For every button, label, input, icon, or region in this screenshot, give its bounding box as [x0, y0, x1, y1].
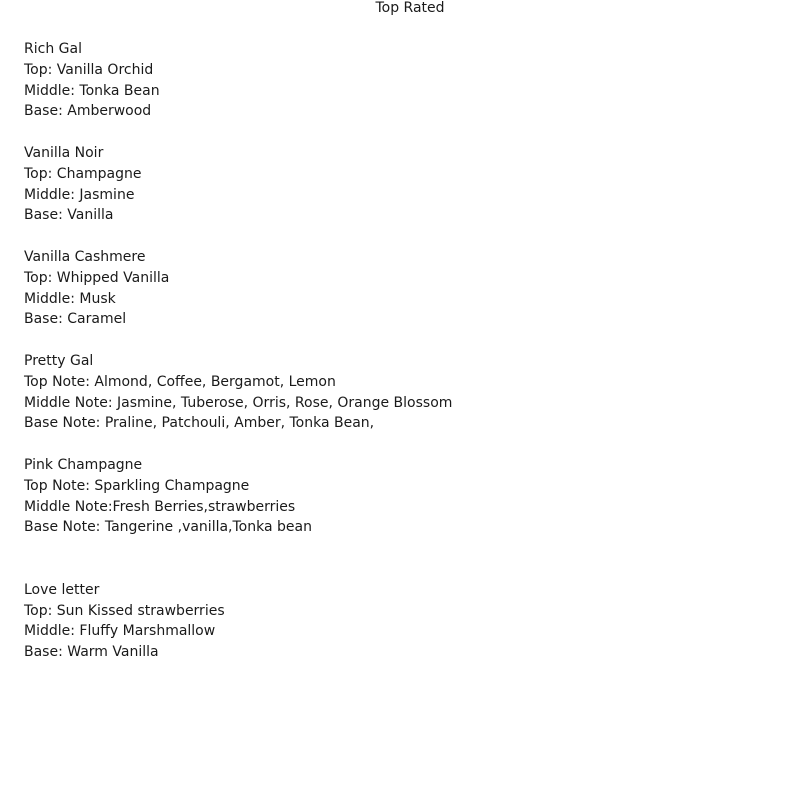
- top-note: Top: Champagne: [24, 165, 142, 182]
- spacer: [24, 330, 784, 351]
- fragrance-list: [24, 39, 784, 663]
- fragrance-name: Pretty Gal: [24, 352, 94, 369]
- spacer: [24, 122, 784, 143]
- fragrance-entry: [24, 143, 784, 226]
- base-note: Base: Warm Vanilla: [24, 644, 159, 661]
- page-title: Top Rated: [375, 0, 445, 16]
- fragrance-name: Rich Gal: [24, 41, 82, 57]
- fragrance-name: Pink Champagne: [24, 456, 143, 473]
- fragrance-entry: [24, 247, 784, 330]
- top-note: Top: Vanilla Orchid: [24, 61, 154, 78]
- spacer: [24, 538, 784, 580]
- base-note: Base Note: Tangerine ,vanilla,Tonka bean: [24, 519, 312, 536]
- middle-note: Middle: Jasmine: [24, 186, 135, 203]
- top-note: Top Note: Almond, Coffee, Bergamot, Lemon: [24, 373, 336, 390]
- middle-note: Middle: Fluffy Marshmallow: [24, 623, 216, 640]
- base-note: Base: Vanilla: [24, 207, 114, 224]
- top-note: Top: Sun Kissed strawberries: [24, 602, 225, 619]
- fragrance-entry: [24, 580, 784, 663]
- fragrance-name: Vanilla Cashmere: [24, 248, 146, 265]
- fragrance-entry: [24, 351, 784, 434]
- base-note: Base Note: Praline, Patchouli, Amber, Tonka Bean,: [24, 415, 375, 432]
- fragrance-entry: [24, 455, 784, 538]
- base-note: Base: Amberwood: [24, 103, 152, 120]
- base-note: Base: Caramel: [24, 311, 127, 328]
- top-note: Top: Whipped Vanilla: [24, 269, 170, 286]
- middle-note: Middle: Tonka Bean: [24, 82, 160, 99]
- fragrance-name: Love letter: [24, 581, 100, 598]
- fragrance-entry: [24, 39, 784, 122]
- middle-note: Middle Note: Jasmine, Tuberose, Orris, Rose, Orange Blossom: [24, 394, 453, 411]
- fragrance-name: Vanilla Noir: [24, 144, 104, 161]
- spacer: [24, 226, 784, 247]
- top-note: Top Note: Sparkling Champagne: [24, 477, 250, 494]
- spacer: [24, 434, 784, 455]
- middle-note: Middle: Musk: [24, 290, 116, 307]
- middle-note: Middle Note:Fresh Berries,strawberries: [24, 498, 296, 515]
